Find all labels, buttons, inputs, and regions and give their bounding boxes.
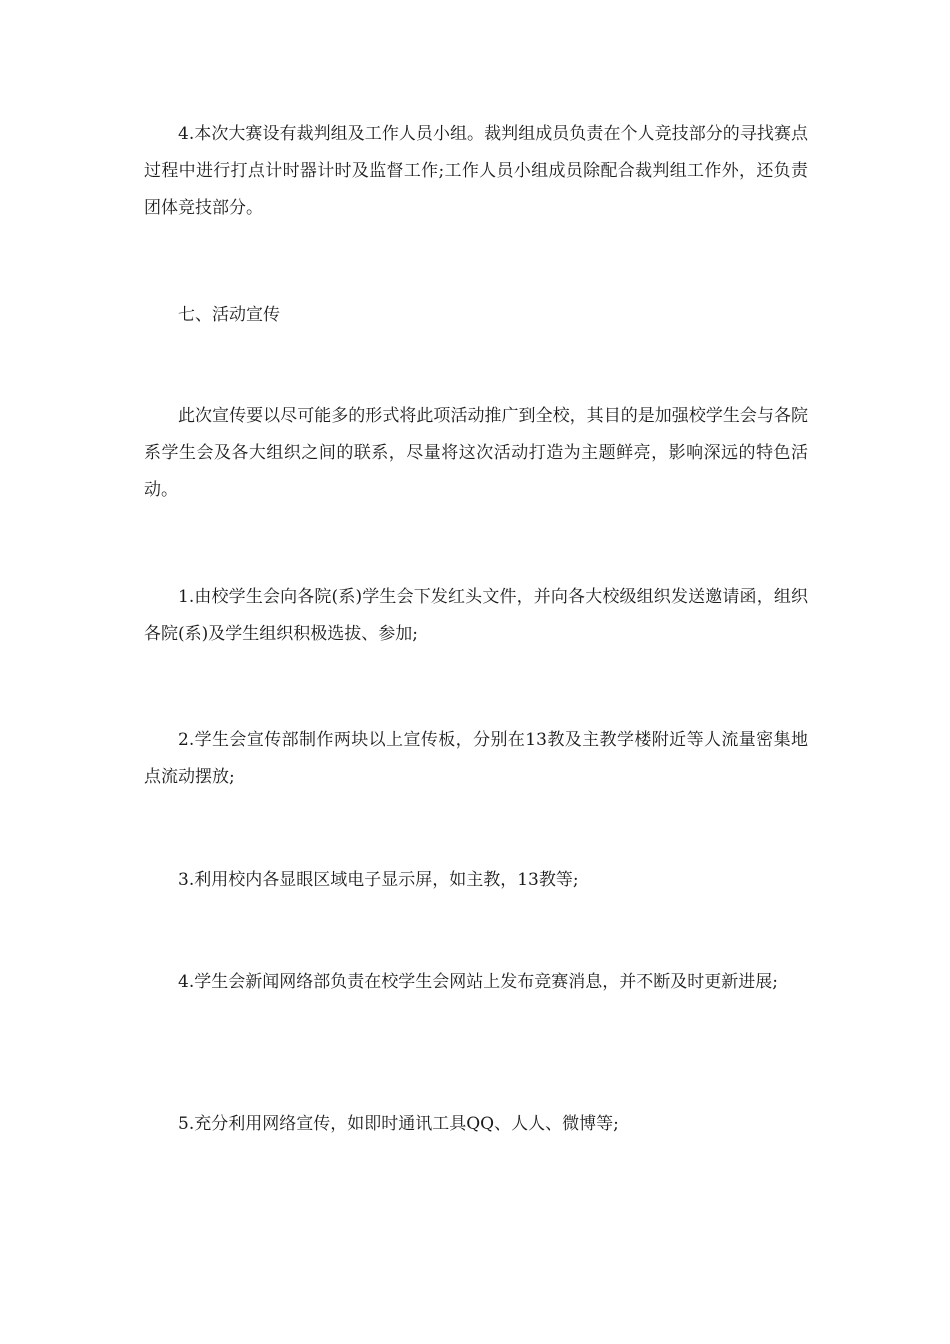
list-item-1: 1.由校学生会向各院(系)学生会下发红头文件，并向各大校级组织发送邀请函，组织各院(系)及学生组织积极选拔、参加;	[144, 587, 808, 644]
section-heading-publicity: 七、活动宣传	[178, 305, 280, 325]
list-item-3: 3.利用校内各显眼区域电子显示屏，如主教，13教等;	[178, 870, 579, 890]
list-item-4: 4.学生会新闻网络部负责在校学生会网站上发布竞赛消息，并不断及时更新进展;	[178, 972, 778, 992]
list-item-2: 2.学生会宣传部制作两块以上宣传板，分别在13教及主教学楼附近等人流量密集地点流动摆放;	[144, 730, 808, 787]
list-item-5: 5.充分利用网络宣传，如即时通讯工具QQ、人人、微博等;	[178, 1114, 619, 1134]
paragraph-publicity-goal: 此次宣传要以尽可能多的形式将此项活动推广到全校，其目的是加强校学生会与各院系学生会及各大组织之间的联系，尽量将这次活动打造为主题鲜亮，影响深远的特色活动。	[144, 406, 808, 500]
paragraph-referee-groups: 4.本次大赛设有裁判组及工作人员小组。裁判组成员负责在个人竞技部分的寻找赛点过程中进行打点计时器计时及监督工作;工作人员小组成员除配合裁判组工作外，还负责团体竞技部分。	[144, 124, 808, 218]
